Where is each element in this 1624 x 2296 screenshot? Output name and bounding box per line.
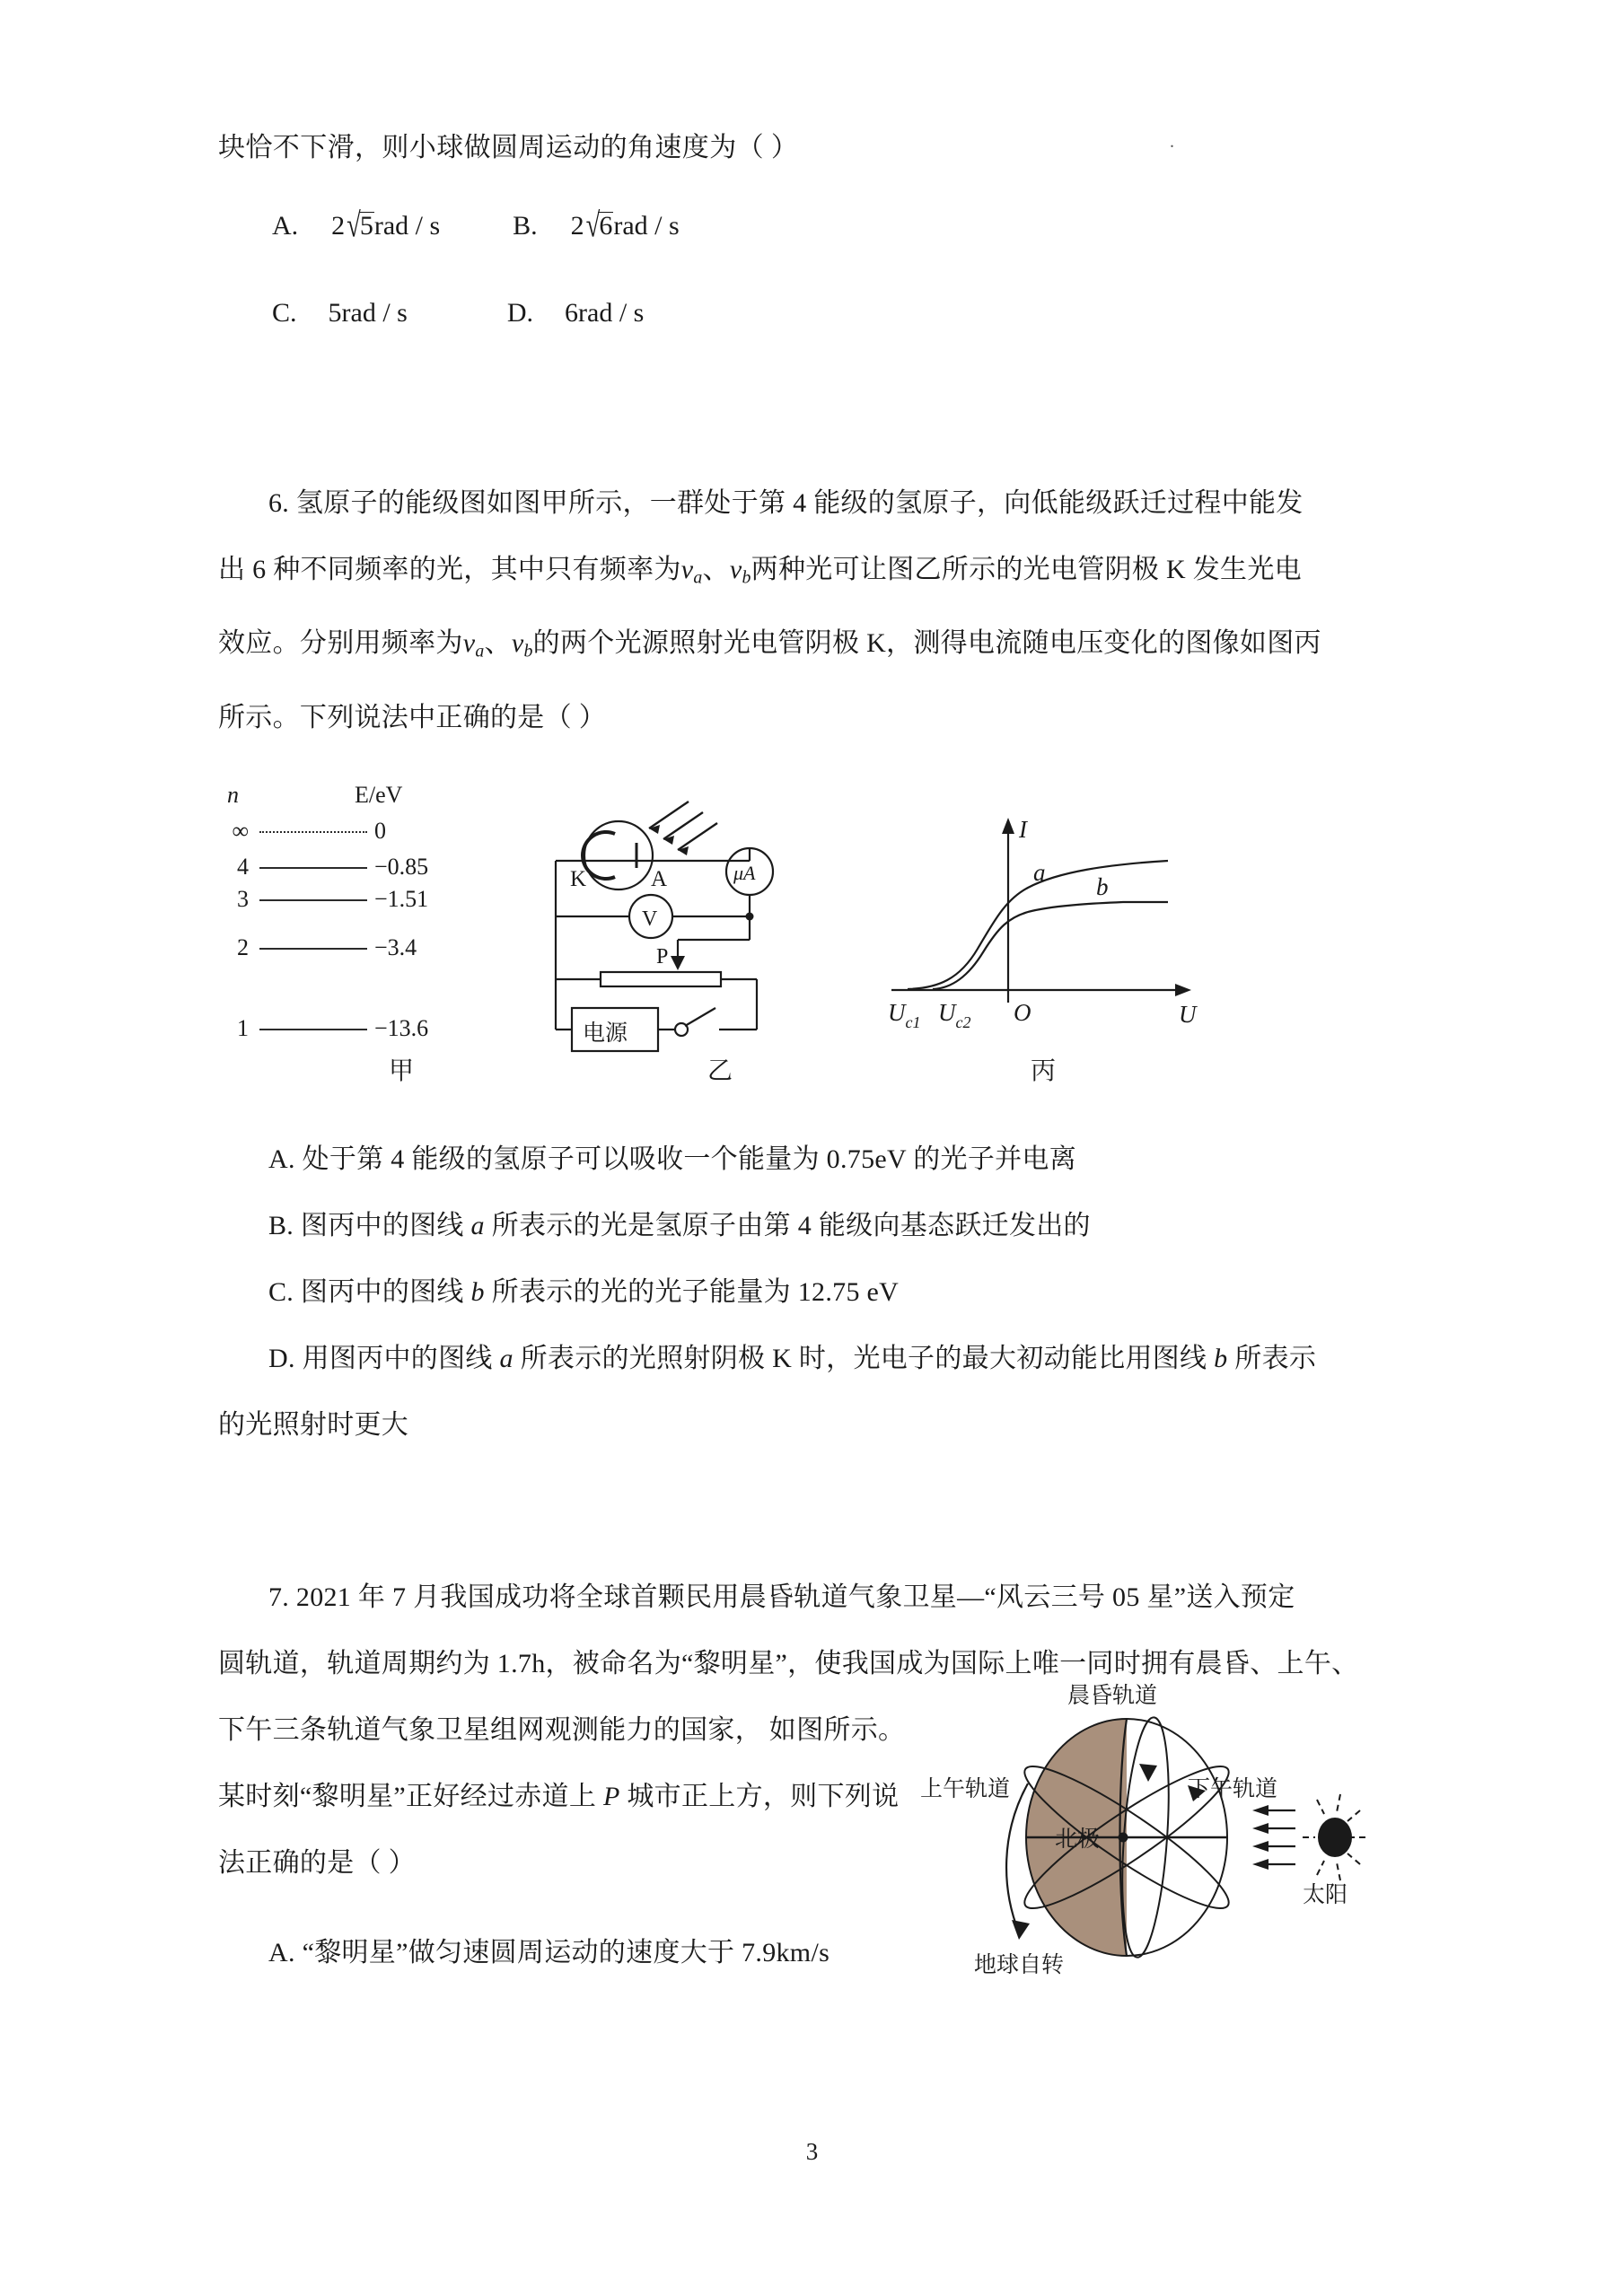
city-p-symbol: P <box>602 1781 620 1811</box>
page-content <box>218 132 1412 1986</box>
curve-b-ref: b <box>1214 1343 1228 1373</box>
cathode-label: K <box>570 866 587 891</box>
q5-option-b-coef: 2 <box>570 211 584 241</box>
q6-option-c-label: C. <box>268 1276 294 1307</box>
energy-level-row <box>218 818 487 845</box>
q6-option-b-label: B. <box>268 1210 294 1240</box>
caption-jia: 甲 <box>389 1056 415 1085</box>
voltmeter-label: V <box>642 907 658 931</box>
q5-option-a-radicand: 5 <box>359 211 373 241</box>
orbit-morning-label: 上午轨道 <box>920 1776 1011 1801</box>
q7-option-a-label: A. <box>268 1937 295 1967</box>
nu-a-symbol: ν <box>680 554 694 584</box>
q6-option-a[interactable] <box>218 1126 1412 1193</box>
microammeter-label: μA <box>733 861 756 884</box>
q7-stem-line-2: 圆轨道，轨道周期约为 1.7h，被命名为“黎明星”，使我国成为国际上唯一同时拥有晨昏、上午、 <box>218 1648 1359 1678</box>
q6-stem-line-3: 效应。分别用频率为$\nu_a$、$\nu_b$的两个光源照射光电管阴极 K，测得电流随电压变化的图像如图丙 <box>218 628 1321 662</box>
energy-level-row <box>218 934 487 961</box>
sqrt-icon: √6 <box>585 207 613 246</box>
q5-option-c-label: C. <box>272 297 297 328</box>
caption-bing: 丙 <box>1031 1056 1057 1085</box>
q5-option-d-value: 6rad / s <box>565 297 645 328</box>
y-axis-arrow <box>1002 818 1014 834</box>
q5-option-c[interactable] <box>272 297 408 328</box>
q5-option-b-radicand: 6 <box>599 211 613 241</box>
q7-stem-line-1: 7. 2021 年 7 月我国成功将全球首颗民用晨昏轨道气象卫星—“风云三号 05 星”送入预定 <box>268 1582 1295 1612</box>
q6-stem <box>218 470 1412 751</box>
q5-options-row-cd <box>272 297 1412 328</box>
curve-a-ref: a <box>470 1210 485 1240</box>
earth-rotation-label: 地球自转 <box>974 1952 1065 1977</box>
energy-level-row <box>218 886 487 913</box>
nu-a-symbol: ν <box>462 628 476 659</box>
energy-level-row <box>218 854 487 881</box>
energy-level-diagram <box>218 782 487 1051</box>
phototube-icon <box>584 821 653 889</box>
q6-stem-line-2: 出 6 种不同频率的光，其中只有频率为$\nu_a$、$\nu_b$两种光可让图乙所示的光电管阴极 K 发生光电 <box>218 554 1302 588</box>
curve-b <box>933 902 1168 989</box>
q5-option-d-label: D. <box>506 297 534 328</box>
energy-level-line <box>259 867 367 869</box>
q5-options-row-ab <box>272 207 1412 246</box>
q5-option-d[interactable] <box>506 297 645 328</box>
q5-option-a-unit: rad / s <box>373 211 441 241</box>
x-axis-label: U <box>1179 1000 1197 1028</box>
energy-level-value: −1.51 <box>374 885 429 912</box>
orbit-dawn-arrow <box>1139 1764 1157 1782</box>
rheostat-icon <box>601 972 721 986</box>
energy-level-value: 0 <box>374 817 386 844</box>
energy-level-n: ∞ <box>232 817 249 844</box>
q6-option-d[interactable]: D. 用图丙中的图线 a 所表示的光照射阴极 K 时，光电子的最大初动能比用图线 b 所表示 <box>268 1343 1317 1373</box>
q7-option-a-text: “黎明星”做匀速圆周运动的速度大于 7.9km/s <box>302 1937 830 1967</box>
energy-header-n: n <box>227 781 239 808</box>
nu-b-symbol: ν <box>729 554 742 584</box>
phototube-circuit-diagram <box>541 791 847 1060</box>
anode-label: A <box>651 866 668 891</box>
y-axis-label: I <box>1019 815 1027 843</box>
sun-icon <box>1318 1818 1352 1857</box>
power-source-label: 电源 <box>583 1021 628 1046</box>
curve-a-label: a <box>1033 858 1046 886</box>
north-pole-dot <box>1119 1832 1128 1842</box>
energy-level-n: 1 <box>237 1014 249 1041</box>
sqrt-icon: √5 <box>347 207 373 246</box>
earth-rotation-arc <box>1006 1783 1028 1932</box>
energy-level-row <box>218 1015 487 1042</box>
energy-level-n: 3 <box>237 885 249 912</box>
energy-level-line <box>259 899 367 901</box>
sun-label: 太阳 <box>1303 1882 1348 1907</box>
q7-stem-line-3: 下午三条轨道气象卫星组网观测能力的国家， 如图所示。 <box>218 1714 906 1745</box>
stop-voltage-1-label: $U_{c1}$ <box>888 998 921 1031</box>
q6-option-d-wrap: 的光照射时更大 <box>218 1409 409 1440</box>
energy-level-line <box>259 948 367 950</box>
slider-arrow-icon <box>671 956 685 970</box>
q7-option-a[interactable] <box>218 1920 927 1986</box>
q5-option-c-value: 5rad / s <box>328 297 408 328</box>
earth-rotation-arrow <box>1012 1920 1030 1940</box>
energy-header-e: E/eV <box>355 781 403 808</box>
q7-stem-bottom <box>218 1697 927 1897</box>
q6-option-a-label: A. <box>268 1144 295 1174</box>
energy-level-value: −13.6 <box>374 1014 429 1041</box>
curve-b-ref: b <box>470 1276 485 1307</box>
energy-level-n: 4 <box>237 853 249 880</box>
nu-b-symbol: ν <box>511 628 524 659</box>
energy-level-value: −3.4 <box>374 933 417 960</box>
orbit-afternoon-label: 下午轨道 <box>1188 1776 1278 1801</box>
caption-yi: 乙 <box>707 1056 733 1085</box>
q6-option-a-text: 处于第 4 能级的氢原子可以吸收一个能量为 0.75eV 的光子并电离 <box>302 1144 1077 1174</box>
q5-option-a-coef: 2 <box>331 211 346 241</box>
q5-stem-tail: 块恰不下滑，则小球做圆周运动的角速度为（ ） <box>218 133 799 162</box>
q5-option-b-label: B. <box>513 211 538 241</box>
stop-voltage-2-label: $U_{c2}$ <box>938 998 971 1031</box>
q5-option-a[interactable] <box>272 207 441 246</box>
energy-level-n: 2 <box>237 933 249 960</box>
earth-orbit-diagram <box>918 1679 1367 1985</box>
slider-label: P <box>656 944 669 968</box>
north-pole-label: 北极 <box>1055 1827 1101 1852</box>
q7-stem-line-4: 某时刻“黎明星”正好经过赤道上 P 城市正上方，则下列说 <box>218 1781 900 1811</box>
q6-figure-group <box>218 782 1412 1087</box>
q7-stem-line-5: 法正确的是（ ） <box>218 1847 416 1878</box>
origin-label: O <box>1014 998 1031 1026</box>
curve-a-ref: a <box>499 1343 514 1373</box>
curve-b-label: b <box>1096 872 1109 900</box>
q7-stem-top <box>218 1564 1412 1697</box>
page-number: 3 <box>805 2138 819 2165</box>
iu-characteristic-graph <box>882 782 1206 1051</box>
q5-option-b-unit: rad / s <box>613 211 680 241</box>
energy-level-line <box>259 831 367 833</box>
q6-option-b[interactable]: B. 图丙中的图线 a 所表示的光是氢原子由第 4 能级向基态跃迁发出的 <box>268 1210 1091 1240</box>
q6-stem-line-4: 所示。下列说法中正确的是（ ） <box>218 702 606 732</box>
energy-level-value: −0.85 <box>374 853 429 880</box>
q7-options <box>218 1920 927 1986</box>
figure-captions <box>218 1051 1412 1091</box>
page-top-mark: . <box>1170 132 1174 152</box>
q6-options <box>218 1126 1412 1459</box>
junction-dot <box>746 912 754 920</box>
q5-option-b[interactable] <box>513 207 680 246</box>
q6-option-d-label: D. <box>268 1343 295 1373</box>
q7-block <box>218 1564 1412 1986</box>
q6-stem-line-1: 6. 氢原子的能级图如图甲所示，一群处于第 4 能级的氢原子，向低能级跃迁过程中能发 <box>268 487 1304 518</box>
x-axis-arrow <box>1175 984 1191 996</box>
q6-option-c[interactable]: C. 图丙中的图线 b 所表示的光的光子能量为 12.75 eV <box>268 1276 900 1307</box>
orbit-dawn-label: 晨昏轨道 <box>1067 1683 1158 1708</box>
q5-option-a-label: A. <box>272 211 299 241</box>
energy-level-line <box>259 1029 367 1030</box>
